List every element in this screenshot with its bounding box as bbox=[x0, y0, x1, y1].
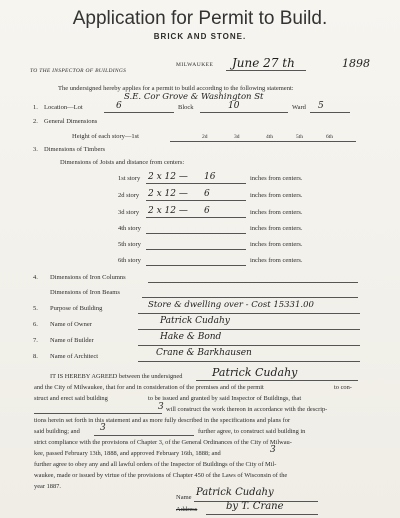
detail-label: Name of Architect bbox=[50, 353, 99, 360]
signature-name-label: Name bbox=[176, 494, 192, 501]
ward-line bbox=[310, 112, 350, 113]
detail-label: Name of Owner bbox=[50, 321, 92, 328]
timber-size: 2 x 12 — bbox=[148, 206, 188, 216]
signature-name-handwritten: Patrick Cudahy bbox=[196, 487, 274, 498]
timber-suffix: inches from centers. bbox=[250, 225, 303, 232]
intro-statement: The undersigned hereby applies for a permit to build according to the following statement: bbox=[58, 85, 294, 92]
section-3-number: 3. bbox=[33, 146, 38, 153]
agreement-count-line bbox=[34, 413, 162, 414]
joists-label: Dimensions of Joists and distance from centers: bbox=[60, 159, 185, 166]
detail-number: 6. bbox=[33, 321, 38, 328]
detail-value: Hake & Bond bbox=[160, 332, 222, 342]
agreement-line-1: IT IS HEREBY AGREED between the undersigned bbox=[50, 373, 183, 380]
location-lot-label: Location—Lot bbox=[44, 104, 83, 111]
city-label: MILWAUKEE bbox=[176, 62, 214, 68]
detail-line bbox=[138, 313, 360, 314]
lot-value: 6 bbox=[116, 101, 122, 111]
agreement-line-11: year 1887. bbox=[34, 483, 61, 490]
story-4th: 4th bbox=[266, 134, 274, 140]
agreement-line-8: kee, passed February 13th, 1888, and approved February 16th, 1888; and bbox=[34, 450, 221, 457]
timber-size: 2 x 12 — bbox=[148, 189, 188, 199]
addressee-line: TO THE INSPECTOR OF BUILDINGS bbox=[30, 68, 127, 74]
timber-story: 1st story bbox=[118, 175, 141, 182]
detail-line bbox=[138, 345, 360, 346]
timber-suffix: inches from centers. bbox=[250, 241, 303, 248]
agreement-line-10: waukee, made or issued by virtue of the provisions of Chapter 450 of the Laws of Wisconsin of the bbox=[34, 472, 288, 479]
agreement-count2-line bbox=[94, 435, 194, 436]
ward-value: 5 bbox=[318, 101, 324, 111]
agreement-line-3b: to be issued and granted by said Inspector of Buildings, that bbox=[148, 395, 302, 402]
timber-story: 4th story bbox=[118, 225, 141, 232]
agreement-line-2: and the City of Milwaukee, that for and in consideration of the premises and of the permit bbox=[34, 384, 264, 391]
date-line bbox=[226, 70, 306, 71]
detail-value: Crane & Barkhausen bbox=[156, 348, 252, 358]
detail-number: 8. bbox=[33, 353, 38, 360]
timber-suffix: inches from centers. bbox=[250, 209, 303, 216]
iron-beams-line bbox=[142, 297, 358, 298]
timber-story: 2d story bbox=[118, 192, 140, 199]
timber-line bbox=[146, 217, 246, 218]
timber-line bbox=[146, 249, 246, 250]
timber-line bbox=[146, 233, 246, 234]
agreement-line-3: struct and erect said building bbox=[34, 395, 108, 402]
timber-distance: 6 bbox=[204, 189, 210, 199]
iron-columns-label: Dimensions of Iron Columns bbox=[50, 274, 126, 281]
agreement-line-9: further agree to obey any and all lawful orders of the Inspector of Buildings of the City of Mil- bbox=[34, 461, 277, 468]
signature-address-line bbox=[206, 514, 318, 515]
agreement-line-6: said building; and bbox=[34, 428, 80, 435]
agreement-count-handwritten: 3 bbox=[158, 402, 164, 412]
timber-distance: 16 bbox=[204, 172, 216, 182]
section-4-number: 4. bbox=[33, 274, 38, 281]
iron-beams-label: Dimensions of Iron Beams bbox=[50, 289, 120, 296]
detail-value: Store & dwelling over - Cost 15331.00 bbox=[148, 300, 314, 310]
general-dimensions-label: General Dimensions bbox=[44, 118, 98, 125]
detail-line bbox=[138, 361, 360, 362]
timber-suffix: inches from centers. bbox=[250, 175, 303, 182]
iron-columns-line bbox=[148, 282, 358, 283]
section-1-number: 1. bbox=[33, 104, 38, 111]
story-2d: 2d bbox=[202, 134, 208, 140]
document-subtitle: BRICK AND STONE. bbox=[153, 32, 247, 41]
height-line bbox=[170, 141, 356, 142]
story-5th: 5th bbox=[296, 134, 304, 140]
story-6th: 6th bbox=[326, 134, 334, 140]
signature-by-handwritten: by T. Crane bbox=[226, 501, 284, 512]
story-3d: 3d bbox=[234, 134, 240, 140]
block-line bbox=[200, 112, 288, 113]
agreement-line-7: strict compliance with the provisions of Chapter 3, of the General Ordinances of the City of Milwau- bbox=[34, 439, 292, 446]
timber-size: 2 x 12 — bbox=[148, 172, 188, 182]
document-title: Application for Permit to Build. bbox=[72, 8, 328, 29]
detail-line bbox=[138, 329, 360, 330]
height-label: Height of each story—1st bbox=[72, 133, 139, 140]
signature-address-label: Address bbox=[176, 506, 198, 513]
timber-story: 6th story bbox=[118, 257, 141, 264]
agreement-count2-handwritten: 3 bbox=[100, 423, 106, 433]
detail-number: 7. bbox=[33, 337, 38, 344]
detail-label: Purpose of Building bbox=[50, 305, 103, 312]
agreement-count3-handwritten: 3 bbox=[270, 445, 276, 455]
agreement-line-6b: further agree, to construct said building in bbox=[198, 428, 306, 435]
street-handwritten: S.E. Cor Grove & Washington St bbox=[124, 92, 264, 102]
agreement-line-4: will construct the work thereon in accordance with the descrip- bbox=[166, 406, 328, 413]
timber-story: 5th story bbox=[118, 241, 141, 248]
timber-line bbox=[146, 265, 246, 266]
detail-value: Patrick Cudahy bbox=[160, 316, 230, 326]
detail-number: 5. bbox=[33, 305, 38, 312]
agreement-owner-handwritten: Patrick Cudahy bbox=[212, 366, 298, 379]
timbers-label: Dimensions of Timbers bbox=[44, 146, 106, 153]
ward-label: Ward bbox=[292, 104, 306, 111]
timber-distance: 6 bbox=[204, 206, 210, 216]
block-label: Block bbox=[178, 104, 194, 111]
agreement-line-5: tions herein set forth in this statement and as more fully described in the specifications and plans for bbox=[34, 417, 291, 424]
block-value: 10 bbox=[228, 101, 240, 111]
timber-suffix: inches from centers. bbox=[250, 192, 303, 199]
timber-story: 3d story bbox=[118, 209, 140, 216]
section-2-number: 2. bbox=[33, 118, 38, 125]
agreement-owner-line bbox=[196, 380, 358, 381]
year-handwritten: 1898 bbox=[342, 57, 370, 70]
detail-label: Name of Builder bbox=[50, 337, 94, 344]
timber-line bbox=[146, 200, 246, 201]
timber-suffix: inches from centers. bbox=[250, 257, 303, 264]
agreement-line-2b: to con- bbox=[334, 384, 352, 391]
timber-line bbox=[146, 183, 246, 184]
lot-line bbox=[104, 112, 174, 113]
date-handwritten: June 27 th bbox=[232, 56, 295, 70]
